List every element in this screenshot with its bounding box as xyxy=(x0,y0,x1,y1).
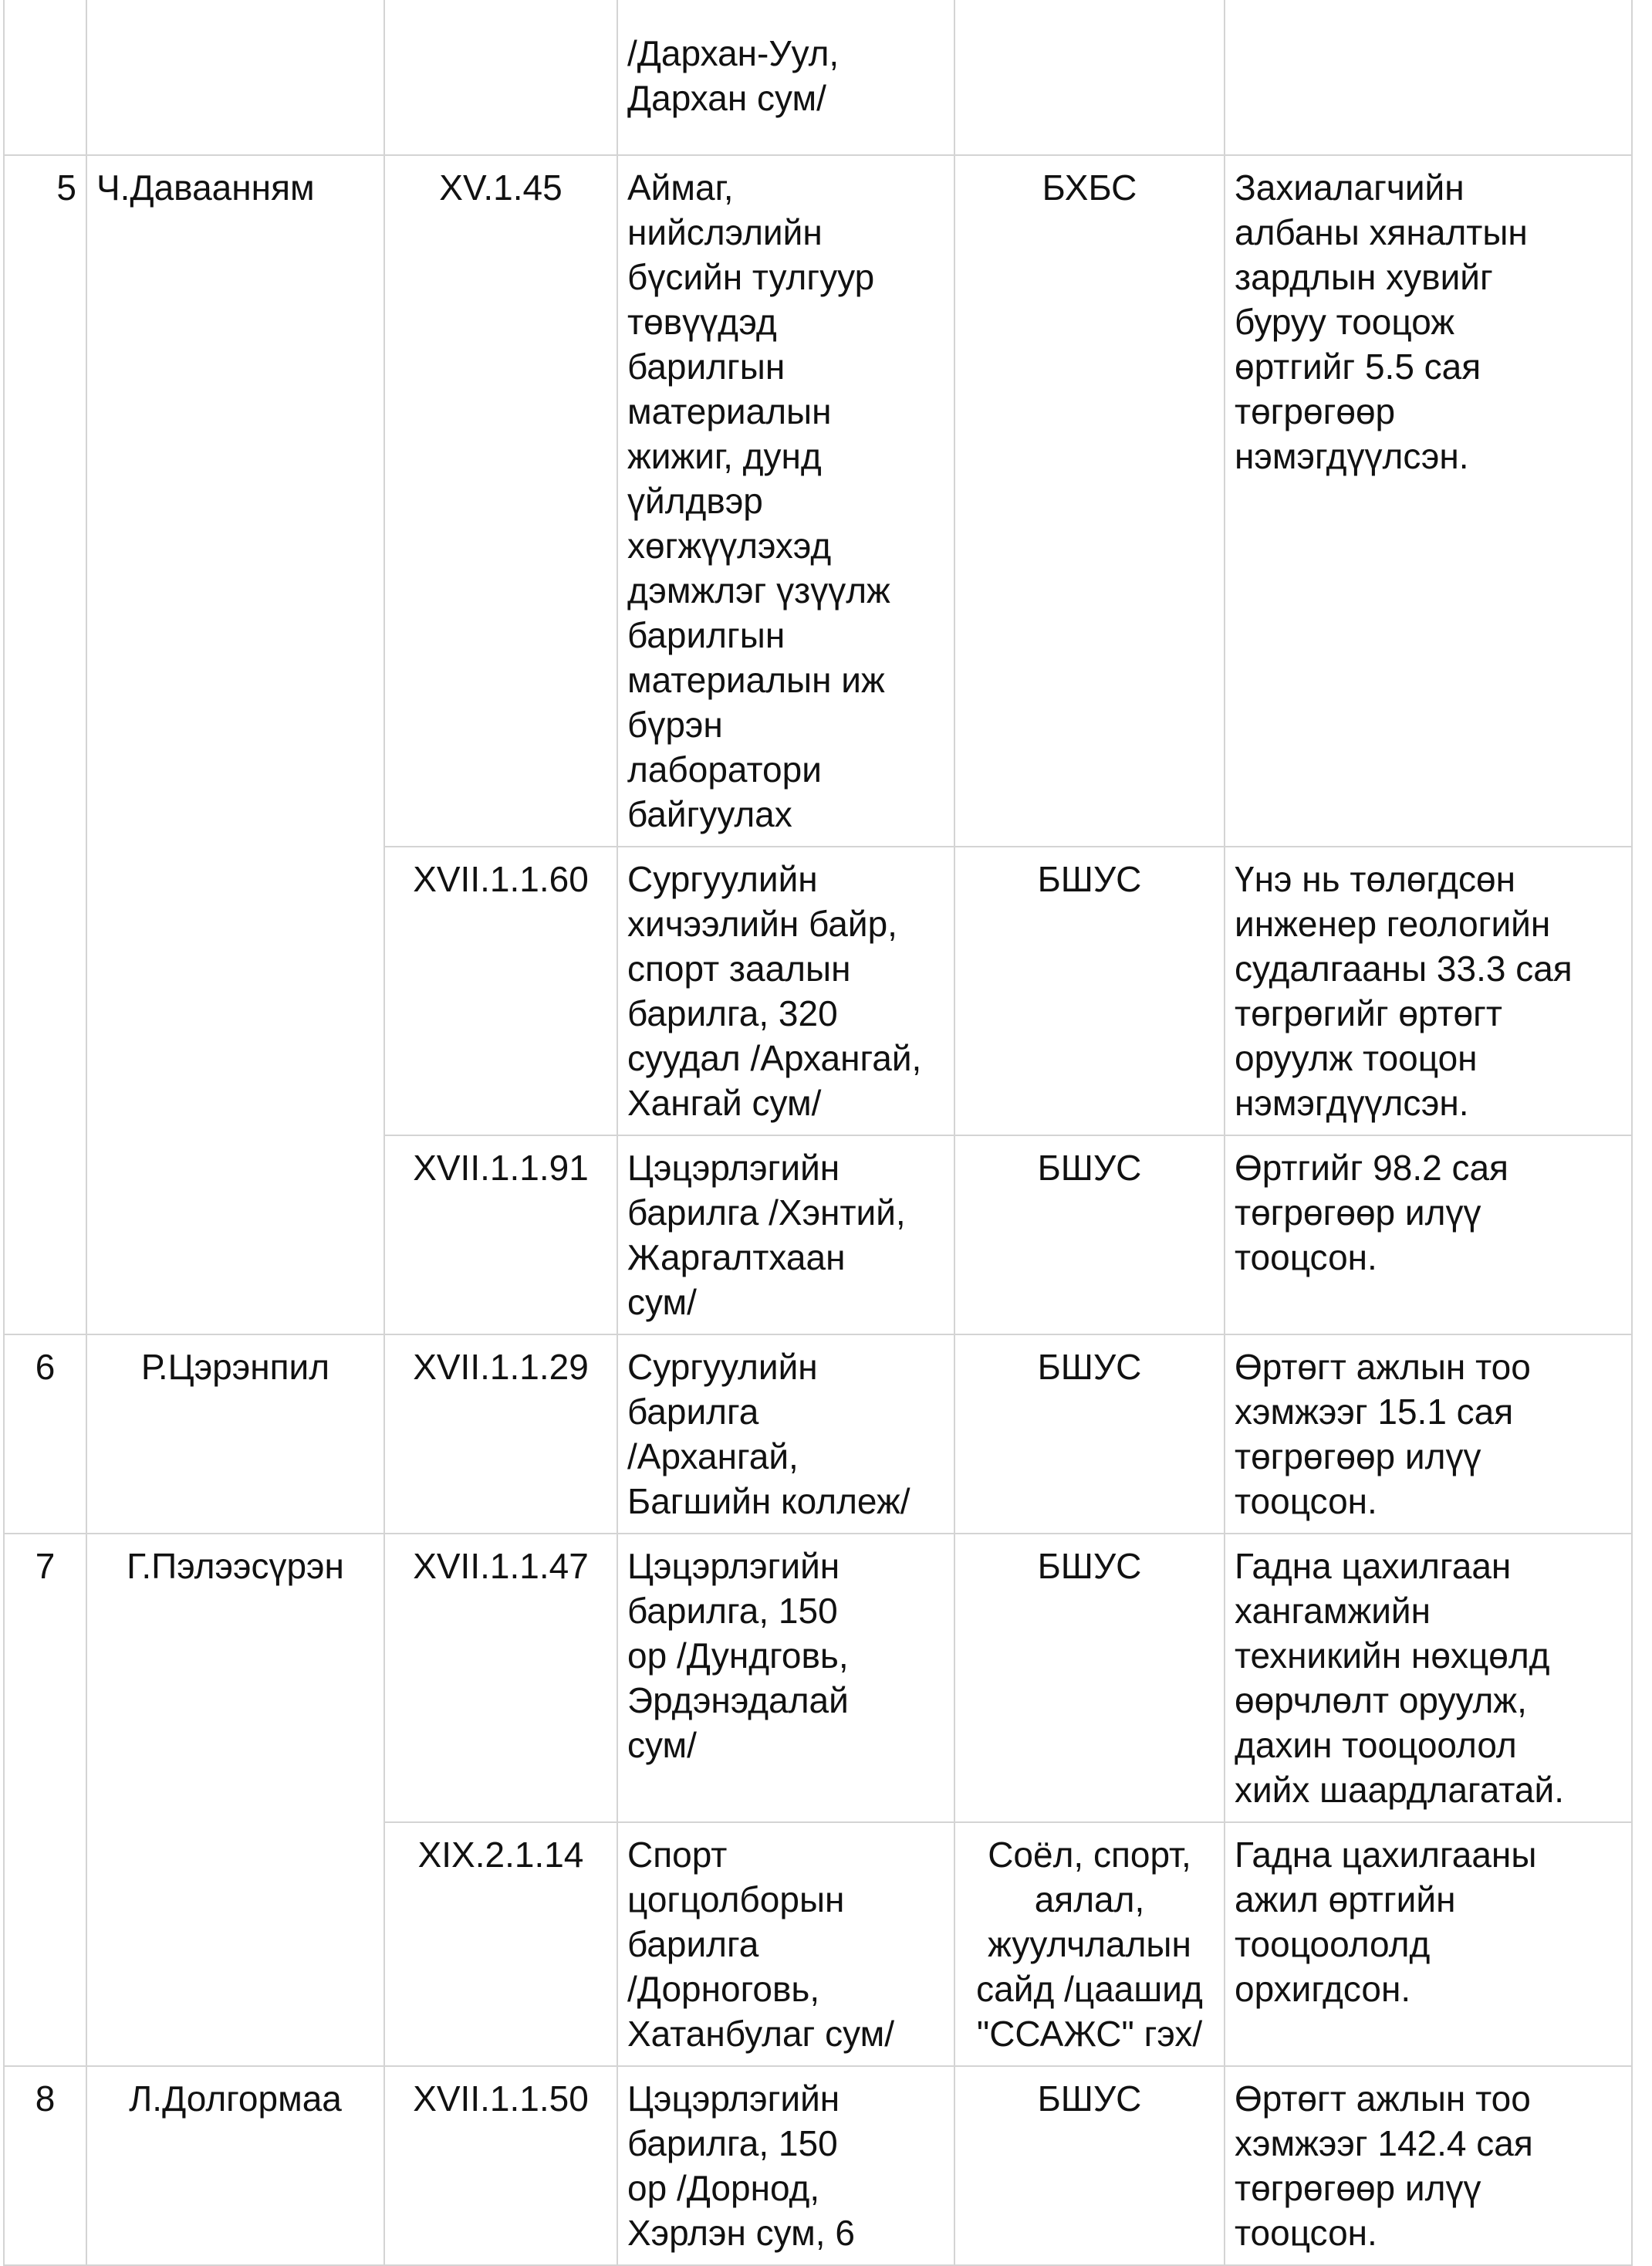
finding-note-cell xyxy=(1225,1822,1632,2066)
organization-line: БШУС xyxy=(1037,1148,1142,1188)
table-row xyxy=(4,2066,1632,2265)
project-line: Хэрлэн сум, 6 xyxy=(627,2213,855,2253)
organization-cell xyxy=(954,1822,1225,2066)
project-line: сум/ xyxy=(627,1725,697,1765)
note-line: Гадна цахилгааны xyxy=(1235,1835,1537,1875)
project-line: барилга /Хэнтий, xyxy=(627,1192,906,1233)
finding-note-cell xyxy=(1225,1334,1632,1534)
note-line: орхигдсон. xyxy=(1235,1969,1411,2009)
auditor-name-cell: Р.Цэрэнпил xyxy=(86,1334,384,1534)
table-row xyxy=(4,155,1632,847)
project-line: Цэцэрлэгийн xyxy=(627,2078,840,2119)
project-line: Сургуулийн xyxy=(627,859,818,899)
project-code-cell: XVII.1.1.47 xyxy=(384,1534,617,1822)
project-description-cell xyxy=(617,1334,954,1534)
project-line: Жаргалтхаан xyxy=(627,1237,846,1277)
project-line: Багшийн коллеж/ xyxy=(627,1481,910,1521)
note-line: Өртөгт ажлын тоо xyxy=(1235,1347,1531,1387)
organization-line: БШУС xyxy=(1037,2078,1142,2119)
note-line: хийх шаардлагатай. xyxy=(1235,1770,1564,1810)
row-number-cell: 7 xyxy=(4,1534,86,2066)
note-line: судалгааны 33.3 сая xyxy=(1235,949,1573,989)
finding-note-cell xyxy=(1225,2066,1632,2265)
note-line: зардлын хувийг xyxy=(1235,257,1493,297)
project-line: цогцолборын xyxy=(627,1879,845,1919)
project-code-cell: XIX.2.1.14 xyxy=(384,1822,617,2066)
organization-line: "ССАЖС" гэх/ xyxy=(976,2014,1203,2054)
row-number-cell: 8 xyxy=(4,2066,86,2265)
organization-cell xyxy=(954,1534,1225,1822)
project-line: суудал /Архангай, xyxy=(627,1038,922,1078)
note-line: хангамжийн xyxy=(1235,1591,1431,1631)
project-line: барилгын xyxy=(627,347,785,387)
project-line: барилга, 150 xyxy=(627,2123,838,2163)
project-line: барилгын xyxy=(627,615,785,655)
finding-note-cell xyxy=(1225,1135,1632,1334)
organization-cell xyxy=(954,155,1225,847)
project-line: дэмжлэг үзүүлж xyxy=(627,570,890,610)
audit-table xyxy=(3,0,1633,2266)
note-line: хэмжээг 15.1 сая xyxy=(1235,1392,1514,1432)
note-line: нэмэгдүүлсэн. xyxy=(1235,1083,1469,1123)
note-line: Өртгийг 98.2 сая xyxy=(1235,1148,1508,1188)
project-line: байгуулах xyxy=(627,794,792,834)
project-line: Аймаг, xyxy=(627,167,734,208)
project-line: хөгжүүлэхэд xyxy=(627,526,832,566)
project-line: /Дорноговь, xyxy=(627,1969,820,2009)
auditor-name-cell xyxy=(86,155,384,1334)
finding-note-cell xyxy=(1225,0,1632,155)
organization-line: БШУС xyxy=(1037,859,1142,899)
project-line: бүсийн тулгуур xyxy=(627,257,875,297)
organization-line: аялал, xyxy=(1034,1879,1145,1919)
project-line: материалын иж xyxy=(627,660,885,700)
auditor-name-cell: Г.Пэлээсүрэн xyxy=(86,1534,384,2066)
project-line: /Архангай, xyxy=(627,1436,799,1476)
project-description-cell xyxy=(617,847,954,1135)
note-line: Захиалагчийн xyxy=(1235,167,1465,208)
project-line: Хатанбулаг сум/ xyxy=(627,2014,894,2054)
project-line: спорт заалын xyxy=(627,949,851,989)
project-line: материалын xyxy=(627,391,832,431)
project-line: лаборатори xyxy=(627,749,822,790)
project-description-cell xyxy=(617,2066,954,2265)
note-line: албаны хяналтын xyxy=(1235,212,1528,252)
note-line: Өртөгт ажлын тоо xyxy=(1235,2078,1531,2119)
project-line: Спорт xyxy=(627,1835,728,1875)
project-description-cell xyxy=(617,0,954,155)
project-code-cell: XVII.1.1.91 xyxy=(384,1135,617,1334)
organization-line: Соёл, спорт, xyxy=(988,1835,1191,1875)
project-code-cell: XV.1.45 xyxy=(384,155,617,847)
project-line: нийслэлийн xyxy=(627,212,823,252)
auditor-name-cell: Л.Долгормаа xyxy=(86,2066,384,2265)
table-row xyxy=(4,1334,1632,1534)
organization-line: БХБС xyxy=(1042,167,1137,208)
project-line: ор /Дундговь, xyxy=(627,1635,849,1676)
project-description-cell xyxy=(617,155,954,847)
organization-cell xyxy=(954,1135,1225,1334)
project-description-cell xyxy=(617,1135,954,1334)
project-line: барилга xyxy=(627,1392,759,1432)
note-line: төгрөгөөр илүү xyxy=(1235,2168,1481,2208)
project-code-cell xyxy=(384,0,617,155)
organization-cell xyxy=(954,1334,1225,1534)
project-line: барилга, 320 xyxy=(627,993,838,1033)
note-line: хэмжээг 142.4 сая xyxy=(1235,2123,1533,2163)
project-line: үйлдвэр xyxy=(627,481,763,521)
note-line: ажил өртгийн xyxy=(1235,1879,1456,1919)
project-line: Хангай сум/ xyxy=(627,1083,822,1123)
project-line: Цэцэрлэгийн xyxy=(627,1148,840,1188)
organization-line: жуулчлалын xyxy=(988,1924,1191,1964)
organization-cell xyxy=(954,847,1225,1135)
finding-note-cell xyxy=(1225,1534,1632,1822)
organization-cell xyxy=(954,2066,1225,2265)
organization-line: БШУС xyxy=(1037,1347,1142,1387)
note-line: тооцсон. xyxy=(1235,1237,1377,1277)
project-code-cell: XVII.1.1.60 xyxy=(384,847,617,1135)
project-line: ор /Дорнод, xyxy=(627,2168,820,2208)
project-line: Цэцэрлэгийн xyxy=(627,1546,840,1586)
finding-note-cell xyxy=(1225,155,1632,847)
note-line: нэмэгдүүлсэн. xyxy=(1235,436,1469,476)
project-line: сум/ xyxy=(627,1282,697,1322)
project-line: төвүүдэд xyxy=(627,302,777,342)
note-line: өртгийг 5.5 сая xyxy=(1235,347,1481,387)
project-description-cell xyxy=(617,1822,954,2066)
project-line: /Дархан-Уул, xyxy=(627,33,840,73)
note-line: тооцсон. xyxy=(1235,2213,1377,2253)
note-line: төгрөгөөр илүү xyxy=(1235,1436,1481,1476)
note-line: төгрөгөөр илүү xyxy=(1235,1192,1481,1233)
project-line: барилга, 150 xyxy=(627,1591,838,1631)
note-line: Үнэ нь төлөгдсөн xyxy=(1235,859,1516,899)
finding-note-cell xyxy=(1225,847,1632,1135)
auditor-name: Ч.Даваанням xyxy=(96,167,315,208)
note-line: төгрөгөөр xyxy=(1235,391,1396,431)
project-line: бүрэн xyxy=(627,705,723,745)
project-line: Дархан сум/ xyxy=(627,78,826,118)
note-line: буруу тооцож xyxy=(1235,302,1455,342)
note-line: техникийн нөхцөлд xyxy=(1235,1635,1550,1676)
project-code-cell: XVII.1.1.50 xyxy=(384,2066,617,2265)
note-line: оруулж тооцон xyxy=(1235,1038,1478,1078)
note-line: дахин тооцоолол xyxy=(1235,1725,1517,1765)
row-number-cell: 5 xyxy=(4,155,86,1334)
organization-cell xyxy=(954,0,1225,155)
project-line: жижиг, дунд xyxy=(627,436,822,476)
table-row xyxy=(4,1534,1632,1822)
project-line: барилга xyxy=(627,1924,759,1964)
project-description-cell xyxy=(617,1534,954,1822)
auditor-name-cell xyxy=(86,0,384,155)
organization-line: сайд /цаашид xyxy=(976,1969,1203,2009)
project-code-cell: XVII.1.1.29 xyxy=(384,1334,617,1534)
row-number-cell: 6 xyxy=(4,1334,86,1534)
note-line: тооцоололд xyxy=(1235,1924,1431,1964)
project-line: Сургуулийн xyxy=(627,1347,818,1387)
note-line: өөрчлөлт оруулж, xyxy=(1235,1680,1527,1720)
note-line: Гадна цахилгаан xyxy=(1235,1546,1512,1586)
project-line: Эрдэнэдалай xyxy=(627,1680,849,1720)
table-row xyxy=(4,0,1632,155)
note-line: төгрөгийг өртөгт xyxy=(1235,993,1502,1033)
row-number-cell xyxy=(4,0,86,155)
organization-line: БШУС xyxy=(1037,1546,1142,1586)
project-line: хичээлийн байр, xyxy=(627,904,897,944)
note-line: тооцсон. xyxy=(1235,1481,1377,1521)
note-line: инженер геологийн xyxy=(1235,904,1551,944)
